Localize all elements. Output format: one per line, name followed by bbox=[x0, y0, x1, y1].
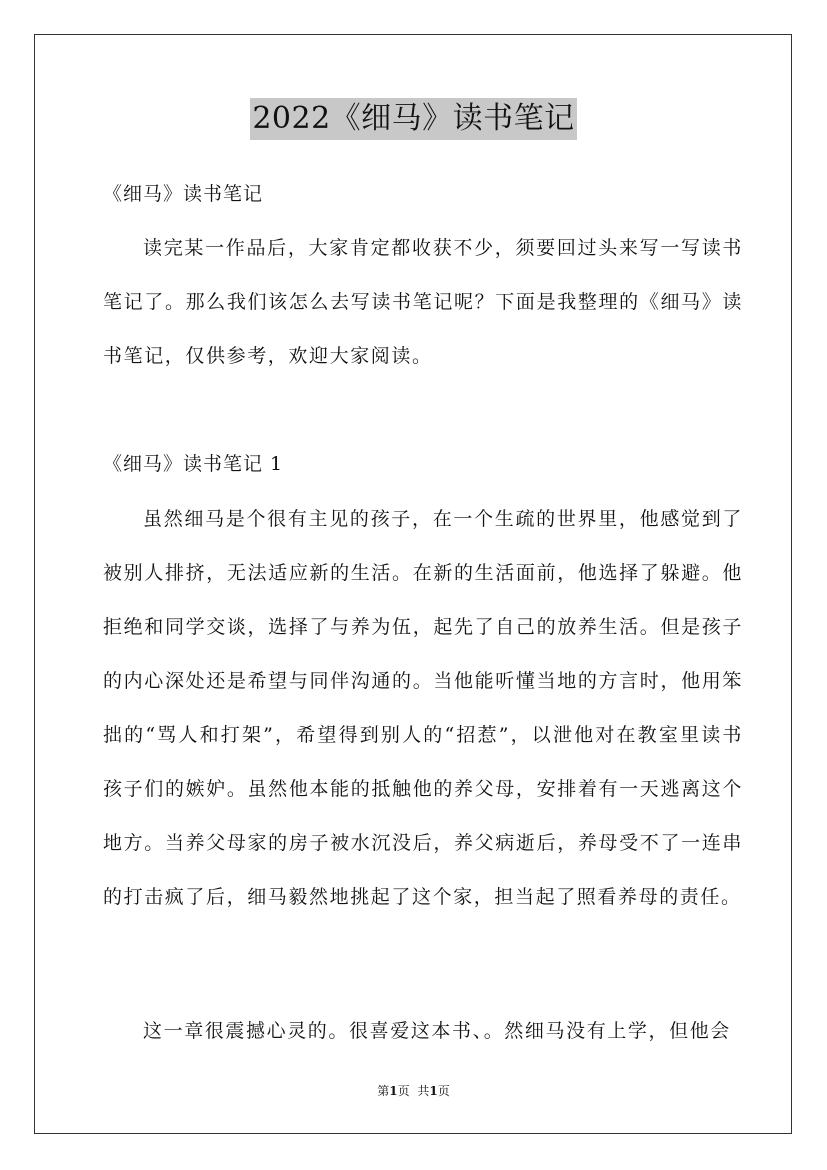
document-title: 2022《细马》读书笔记 bbox=[250, 98, 576, 140]
page-label-mid: 页 bbox=[397, 1084, 410, 1098]
page-total: 1 bbox=[429, 1084, 438, 1098]
page-label-prefix: 第 bbox=[377, 1084, 390, 1098]
total-label-suffix: 页 bbox=[437, 1084, 450, 1098]
title-container bbox=[0, 98, 827, 140]
section-1-heading: 《细马》读书笔记 1 bbox=[103, 453, 284, 475]
page-footer bbox=[0, 1082, 827, 1099]
section-1-paragraph-1: 虽然细马是个很有主见的孩子，在一个生疏的世界里，他感觉到了被别人排挤，无法适应新的生活。在新的生活面前，他选择了躲避。他拒绝和同学交谈，选择了与养为伍，起先了自己的放养生活。但是孩子的内心深处还是希望与同伴沟通的。当他能听懂当地的方言时，他用笨拙的“骂人和打架”，希望得到别人的“招惹”，以泄他对在教室里读书孩子们的嫉妒。虽然他本能的抵触他的养父母，安排着有一天逃离这个地方。当养父母家的房子被水沉没后，养父病逝后，养母受不了一连串的打击疯了后，细马毅然地挑起了这个家，担当起了照看养母的责任。 bbox=[103, 508, 743, 908]
section-1-paragraph-2: 这一章很震撼心灵的。很喜爱这本书、。然细马没有上学，但他会 bbox=[143, 1020, 731, 1042]
intro-paragraph: 读完某一作品后，大家肯定都收获不少，须要回过头来写一写读书笔记了。那么我们该怎么去写读书笔记呢？下面是我整理的《细马》读书笔记，仅供参考，欢迎大家阅读。 bbox=[103, 237, 743, 367]
page-current: 1 bbox=[389, 1084, 398, 1098]
total-label-prefix: 共 bbox=[417, 1084, 430, 1098]
intro-heading: 《细马》读书笔记 bbox=[103, 183, 264, 205]
